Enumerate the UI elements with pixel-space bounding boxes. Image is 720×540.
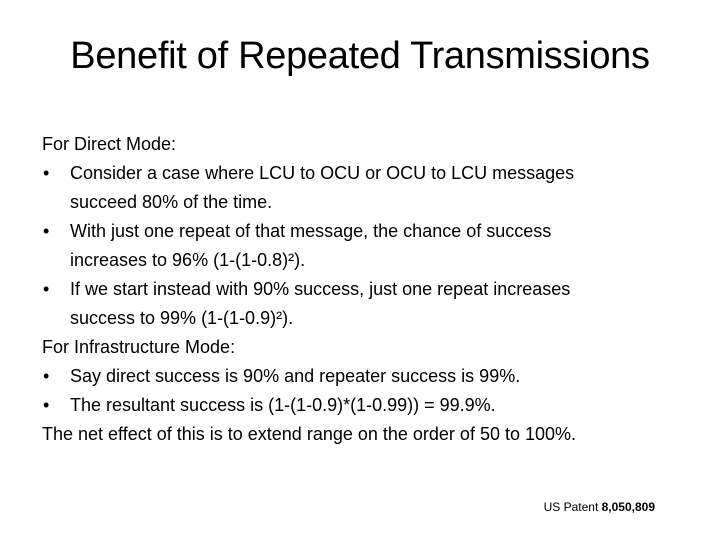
slide-title: Benefit of Repeated Transmissions bbox=[70, 35, 650, 77]
bullet-item bbox=[42, 275, 682, 333]
patent-number: 8,050,809 bbox=[601, 500, 655, 514]
bullet-line: Consider a case where LCU to OCU or OCU to LCU messages bbox=[70, 163, 575, 183]
patent-label: US Patent bbox=[543, 500, 602, 514]
bullet-icon: • bbox=[43, 366, 50, 386]
conclusion-text: The net effect of this is to extend range on the order of 50 to 100%. bbox=[42, 424, 577, 444]
bullet-line: The resultant success is (1-(1-0.9)*(1-0.99)) = 99.9%. bbox=[70, 395, 496, 415]
patent-footer bbox=[0, 498, 655, 516]
bullet-icon: • bbox=[43, 221, 50, 241]
bullet-line: increases to 96% (1-(1-0.8)²). bbox=[70, 250, 306, 270]
slide-body bbox=[42, 130, 682, 449]
bullet-text bbox=[70, 391, 682, 420]
section-heading-infrastructure-mode: For Infrastructure Mode: bbox=[42, 337, 236, 357]
bullet-text bbox=[70, 159, 682, 217]
bullet-line: Say direct success is 90% and repeater success is 99%. bbox=[70, 366, 521, 386]
bullet-line: success to 99% (1-(1-0.9)²). bbox=[70, 308, 294, 328]
bullet-icon: • bbox=[43, 279, 50, 299]
bullet-icon: • bbox=[43, 163, 50, 183]
bullet-item bbox=[42, 217, 682, 275]
bullet-icon: • bbox=[43, 395, 50, 415]
bullet-item bbox=[42, 362, 682, 391]
bullet-item bbox=[42, 391, 682, 420]
bullet-line: If we start instead with 90% success, just one repeat increases bbox=[70, 279, 571, 299]
bullet-text bbox=[70, 362, 682, 391]
bullet-item bbox=[42, 159, 682, 217]
section-heading-direct-mode: For Direct Mode: bbox=[42, 134, 177, 154]
bullet-line: With just one repeat of that message, the chance of success bbox=[70, 221, 552, 241]
bullet-text bbox=[70, 217, 682, 275]
bullet-line: succeed 80% of the time. bbox=[70, 192, 273, 212]
bullet-text bbox=[70, 275, 682, 333]
